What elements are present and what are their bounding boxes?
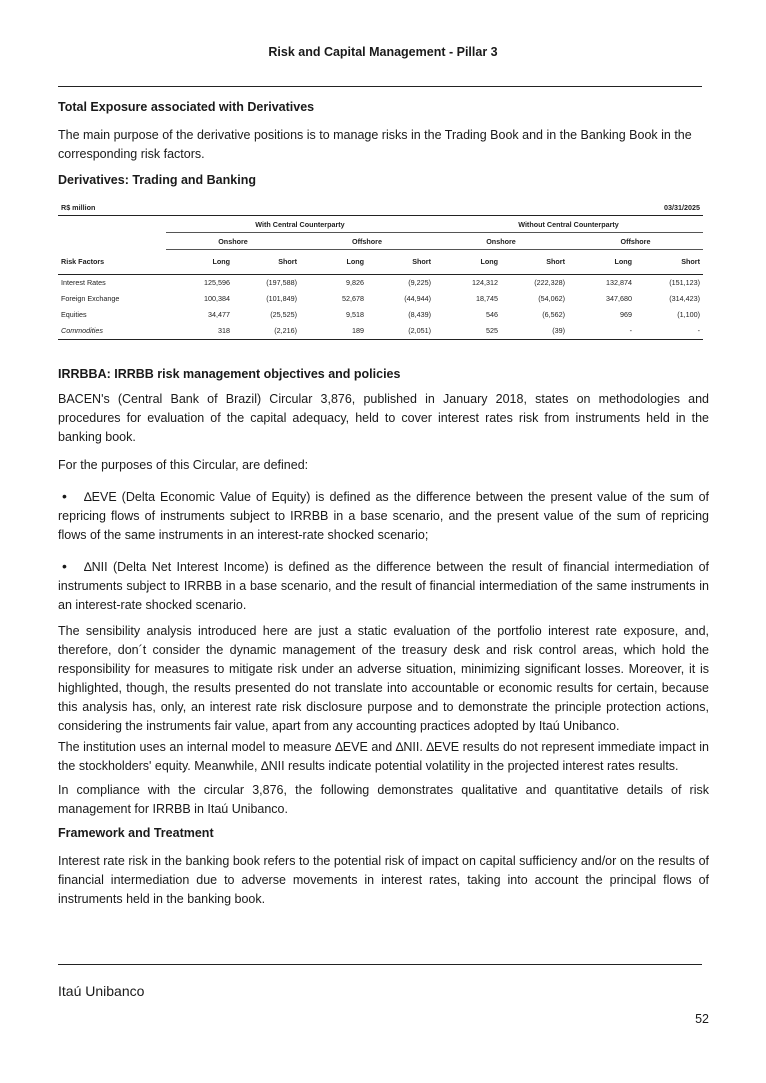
irrbba-paragraph-1: BACEN's (Central Bank of Brazil) Circular 3,876, published in January 2018, states on methodologies and procedures for evaluation of the capital adequacy, held to cover interest rates risk from instruments held in the banking book. — [58, 392, 709, 444]
cell: (101,849) — [266, 294, 297, 303]
bullet-text: ∆EVE (Delta Economic Value of Equity) is defined as the difference between the present value of the sum of repricing flows of instruments subject to IRRBB in a base scenario, and the present value of the sum of repricing flows of the same instruments in an interest-rate shocked scenario; — [58, 490, 709, 542]
cell: 546 — [486, 310, 498, 319]
header-offshore: Offshore — [300, 233, 434, 250]
row-label: Commodities — [58, 323, 166, 340]
irrbba-paragraph-3: The sensibility analysis introduced here are just a static evaluation of the portfolio interest rate exposure, and, therefore, don´t consider the dynamic management of the treasury desk and risk control areas, which hold the responsibility for measures to mitigate risk under an adverse situation, minimizing significant losses. Moreover, it is highlighted, though, the results presented do not translate into accountable or economic results for certain, because this analysis has, only, an interest rate risk disclosure purpose and to demonstrate the principle protection actions, considering the instruments fair value, apart from any accounting practices adopted by Itaú Unibanco. — [58, 624, 709, 733]
cell: (1,100) — [677, 310, 700, 319]
row-label: Foreign Exchange — [61, 294, 120, 303]
cell: (2,051) — [367, 323, 434, 340]
header-long: Long — [434, 250, 501, 275]
header-long: Long — [300, 250, 367, 275]
cell: 347,680 — [606, 294, 632, 303]
page-header: Risk and Capital Management - Pillar 3 — [268, 45, 498, 59]
irrbba-paragraph-5: In compliance with the circular 3,876, the following demonstrates qualitative and quantitative details of risk management for IRRBB in Itaú Unibanco. — [58, 783, 709, 816]
cell: 18,745 — [476, 294, 498, 303]
row-label: Interest Rates — [61, 278, 106, 287]
cell: (314,423) — [669, 294, 700, 303]
header-short: Short — [635, 250, 703, 275]
header-short: Short — [233, 250, 300, 275]
cell: (197,588) — [266, 278, 297, 287]
cell: 189 — [300, 323, 367, 340]
table-row — [58, 323, 703, 340]
derivatives-paragraph: The main purpose of the derivative positions is to manage risks in the Trading Book and in the Banking Book in the corresponding risk factors. — [58, 128, 692, 161]
section-title-derivatives: Total Exposure associated with Derivatives — [58, 100, 315, 114]
derivatives-table-wrap — [58, 199, 703, 340]
group-with-ccp: With Central Counterparty — [166, 216, 434, 233]
cell: (44,944) — [404, 294, 431, 303]
header-long: Long — [166, 250, 233, 275]
cell: 125,596 — [204, 278, 230, 287]
section-title-irrbba: IRRBBA: IRRBB risk management objectives and policies — [58, 367, 401, 381]
unit-label: R$ million — [61, 202, 96, 212]
cell: 318 — [166, 323, 233, 340]
header-offshore: Offshore — [568, 233, 703, 250]
header-short: Short — [367, 250, 434, 275]
table-row — [58, 274, 703, 291]
bullet-text: ∆NII (Delta Net Interest Income) is defined as the difference between the result of financial intermediation of instruments subject to IRRBB in a base scenario, and the result of financial intermediation of the same instruments in an interest-rate shocked scenario. — [58, 560, 709, 612]
cell: (2,216) — [233, 323, 300, 340]
cell: - — [635, 323, 703, 340]
cell: 132,874 — [606, 278, 632, 287]
cell: (39) — [501, 323, 568, 340]
header-onshore: Onshore — [166, 233, 300, 250]
header-onshore: Onshore — [434, 233, 568, 250]
table-row — [58, 307, 703, 323]
cell: (6,562) — [542, 310, 565, 319]
header-short: Short — [501, 250, 568, 275]
header-long: Long — [568, 250, 635, 275]
cell: 100,384 — [204, 294, 230, 303]
subtitle-trading-banking: Derivatives: Trading and Banking — [58, 173, 256, 187]
header-risk-factors: Risk Factors — [58, 250, 166, 275]
bullet-icon: • — [62, 488, 67, 504]
bullet-delta-eve — [58, 487, 709, 545]
footer-rule — [58, 964, 702, 965]
table-group-row — [58, 216, 703, 233]
irrbba-paragraph-4: The institution uses an internal model to measure ∆EVE and ∆NII. ∆EVE results do not represent immediate impact in the stockholders' equity. Meanwhile, ∆NII results indicate potential volatility in the projected interest rates results. — [58, 740, 709, 773]
cell: - — [568, 323, 635, 340]
cell: 9,826 — [346, 278, 364, 287]
cell: 9,518 — [346, 310, 364, 319]
cell: 124,312 — [472, 278, 498, 287]
cell: (25,525) — [270, 310, 297, 319]
cell: 52,678 — [342, 294, 364, 303]
subtitle-framework: Framework and Treatment — [58, 826, 214, 840]
table-date: 03/31/2025 — [664, 202, 700, 212]
framework-paragraph: Interest rate risk in the banking book refers to the potential risk of impact on capital sufficiency and/or on the results of financial intermediation due to adverse movements in interest rates, taking into account the principal flows of instruments held in the banking book. — [58, 854, 709, 906]
derivatives-table — [58, 199, 703, 340]
group-without-ccp: Without Central Counterparty — [434, 216, 703, 233]
cell: (9,225) — [408, 278, 431, 287]
table-column-header-row — [58, 250, 703, 275]
table-location-row — [58, 233, 703, 250]
page-number: 52 — [695, 1012, 709, 1026]
cell: (54,062) — [538, 294, 565, 303]
footer-company: Itaú Unibanco — [58, 983, 145, 999]
bullet-icon: • — [62, 558, 67, 574]
row-label: Equities — [61, 310, 87, 319]
irrbba-paragraph-2: For the purposes of this Circular, are defined: — [58, 458, 309, 472]
cell: 969 — [620, 310, 632, 319]
cell: 34,477 — [208, 310, 230, 319]
table-unit-row — [58, 199, 703, 216]
cell: (151,123) — [669, 278, 700, 287]
header-rule — [58, 86, 702, 87]
cell: 525 — [434, 323, 501, 340]
bullet-delta-nii — [58, 557, 709, 615]
cell: (8,439) — [408, 310, 431, 319]
cell: (222,328) — [534, 278, 565, 287]
table-row — [58, 291, 703, 307]
